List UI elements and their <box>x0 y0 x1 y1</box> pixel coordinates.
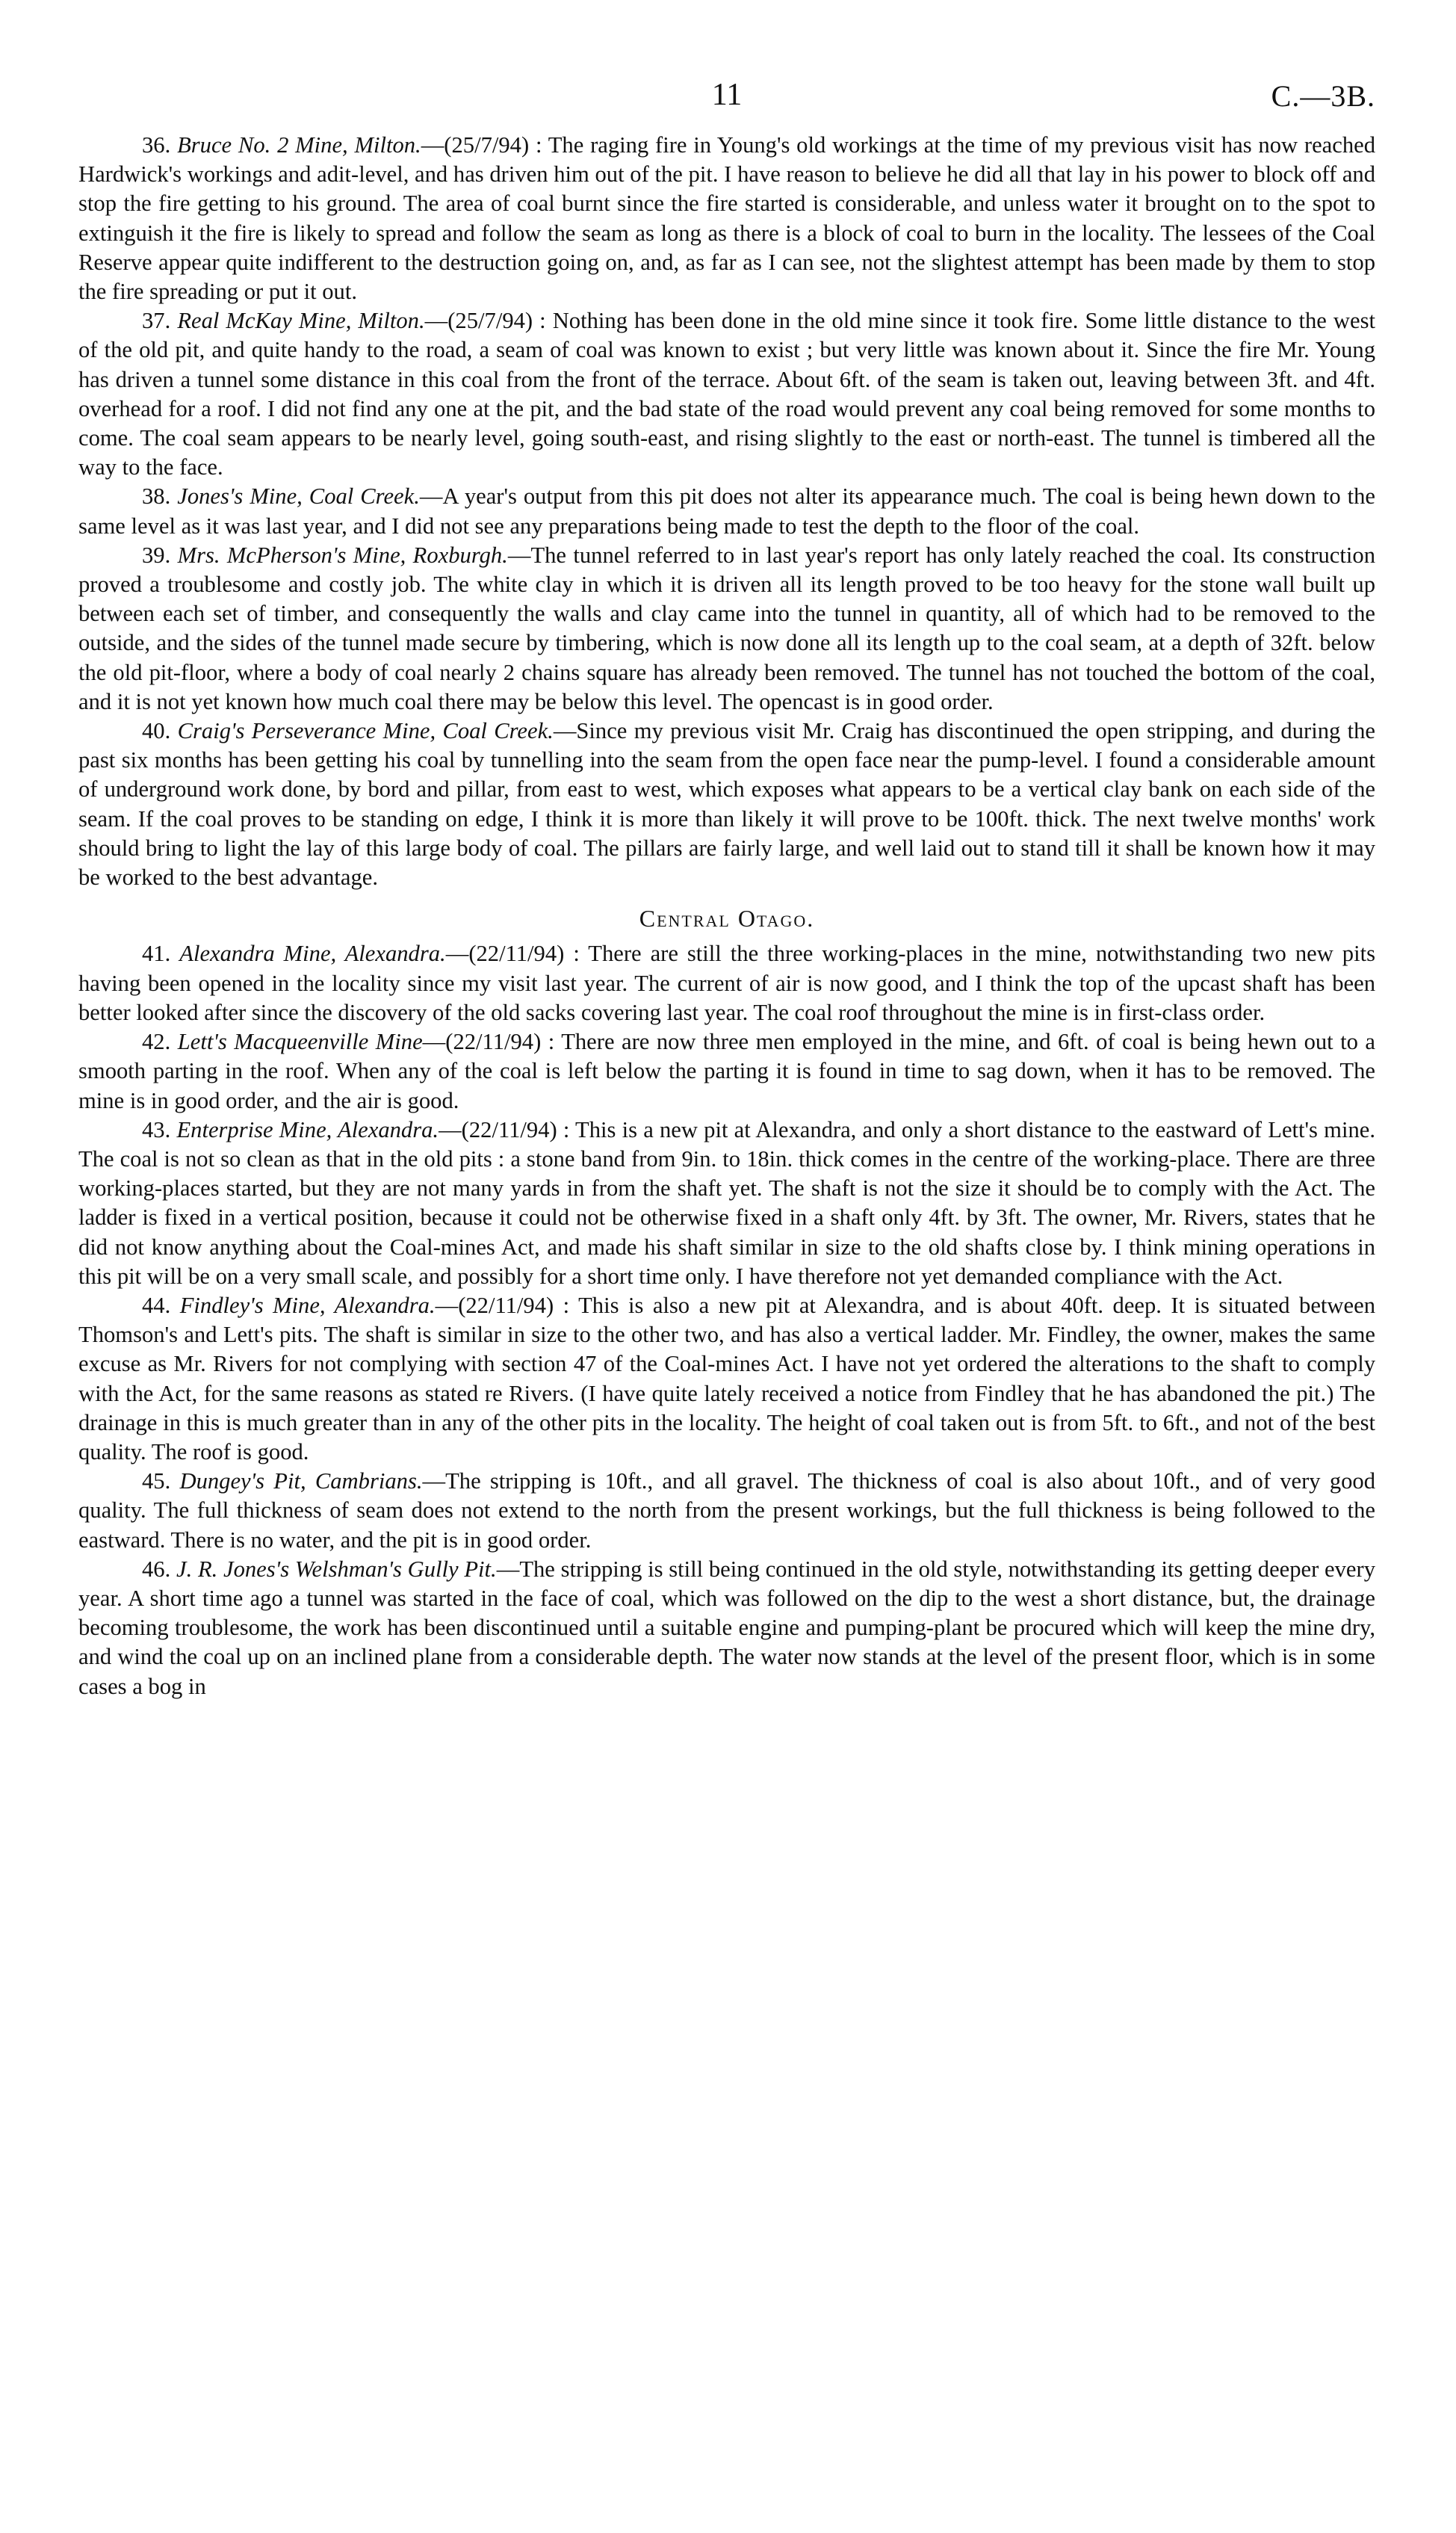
paragraph <box>78 1116 1375 1291</box>
paragraph <box>78 482 1375 540</box>
paragraph <box>78 1027 1375 1116</box>
mine-title: Bruce No. 2 Mine, Milton. <box>177 132 421 158</box>
mine-title: Real McKay Mine, Milton. <box>177 308 425 334</box>
paragraph <box>78 1467 1375 1555</box>
mine-title: Jones's Mine, Coal Creek. <box>177 483 420 510</box>
paragraph-text: —(25/7/94) : The raging fire in Young's old workings at the time of my previous visit has now reached Hardwick's workings and adit-level, and has driven him out of the pit. I have reason to believe he did all that lay in his power to block off and stop the fire getting to his ground. The area of coal burnt since the fire started is considerable, and unless water it brought on to the spot to extinguish it the fire is likely to spread and follow the seam as long as there is a block of coal to burn in the locality. The lessees of the Coal Reserve appear quite indifferent to the destruction going on, and, as far as I can see, not the slightest attempt has been made by them to stop the fire spreading or put it out. <box>78 132 1375 305</box>
paragraph-text: —(22/11/94) : There are still the three working-places in the mine, notwithstanding two new pits having been opened in the locality since my visit last year. The current of air is now good, and I think the top of the upcast shaft has been better looked after since the discovery of the old sacks covering last year. The coal roof throughout the mine is in first-class order. <box>78 941 1376 1025</box>
paragraph <box>78 306 1375 482</box>
paragraph-number: 38. <box>142 483 171 510</box>
paragraph-number: 40. <box>142 718 171 744</box>
mine-title: Findley's Mine, Alexandra. <box>179 1292 436 1318</box>
paragraph-number: 41. <box>142 941 171 967</box>
paragraph-text: —The stripping is still being continued in the old style, notwithstanding its getting deeper every year. A short time ago a tunnel was started in the face of coal, which was followed on the dip to the west a short distance, but, the drainage becoming troublesome, the work has been discontinued until a suitable engine and pumping-plant be procured which will keep the mine dry, and wind the coal up on an inclined plane from a considerable depth. The water now stands at the level of the present floor, which is in some cases a bog in <box>78 1556 1375 1699</box>
paragraph-number: 39. <box>142 542 171 568</box>
paragraph <box>78 1291 1375 1467</box>
paragraph-number: 45. <box>142 1468 171 1494</box>
paragraph <box>78 131 1375 306</box>
mine-title: Craig's Perseverance Mine, Coal Creek. <box>177 718 554 744</box>
mine-title: Dungey's Pit, Cambrians. <box>179 1468 423 1494</box>
body-text <box>78 131 1375 1701</box>
mine-title: Alexandra Mine, Alexandra. <box>179 941 446 967</box>
paragraph-number: 46. <box>142 1556 171 1582</box>
paragraph-text: —(22/11/94) : This is a new pit at Alexandra, and only a short distance to the eastward of Lett's mine. The coal is not so clean as that in the old pits : a stone band from 9in. to 18in. thick comes in the centre of the working-place. There are three working-places started, but they are not many yards in from the shaft yet. The shaft is not the size it should be to comply with the Act. The ladder is fixed in a vertical position, because it could not be otherwise fixed in a shaft only 4ft. by 3ft. The owner, Mr. Rivers, states that he did not know anything about the Coal-mines Act, and made his shaft similar in size to the old shafts close by. I think mining operations in this pit will be on a very small scale, and possibly for a short time only. I have therefore not yet demanded compliance with the Act. <box>78 1116 1375 1289</box>
paragraph-number: 43. <box>142 1116 171 1142</box>
paragraph-number: 42. <box>142 1029 171 1055</box>
paragraphs-group-coal-mines <box>78 131 1375 892</box>
page-header <box>78 71 1375 131</box>
paragraph <box>78 717 1375 892</box>
paragraph <box>78 939 1375 1027</box>
paragraph-text: —(22/11/94) : There are now three men employed in the mine, and 6ft. of coal is being hewn out to a smooth parting in the roof. When any of the coal is left below the parting it is found in time to sag down, when it has to be removed. The mine is in good order, and the air is good. <box>78 1029 1375 1113</box>
paragraph-number: 37. <box>142 308 171 334</box>
paragraph-text: —The tunnel referred to in last year's report has only lately reached the coal. Its construction proved a troublesome and costly job. The white clay in which it is driven all its length proved to be too heavy for the stone wall built up between each set of timber, and consequently the walls and clay came into the tunnel in quantity, all of which had to be removed to the outside, and the sides of the tunnel made secure by timbering, which is now done all its length up to the coal seam, at a depth of 32ft. below the old pit-floor, where a body of coal nearly 2 chains square has already been removed. The tunnel has not touched the bottom of the coal, and it is not yet known how much coal there may be below this level. The opencast is in good order. <box>78 542 1375 714</box>
document-reference: C.—3B. <box>1271 79 1375 113</box>
section-heading: Central Otago. <box>639 905 815 933</box>
paragraph-number: 44. <box>142 1292 171 1318</box>
paragraph-text: —A year's output from this pit does not alter its appearance much. The coal is being hewn down to the same level as it was last year, and I did not see any preparations being made to test the depth to the floor of the coal. <box>78 483 1375 539</box>
paragraph-text: —(25/7/94) : Nothing has been done in the old mine since it took fire. Some little distance to the west of the old pit, and quite handy to the road, a seam of coal was known to exist ; but very little was known about it. Since the fire Mr. Young has driven a tunnel some distance in this coal from the front of the terrace. About 6ft. of the seam is taken out, leaving between 3ft. and 4ft. overhead for a roof. I did not find any one at the pit, and the bad state of the road would prevent any coal being removed for some months to come. The coal seam appears to be nearly level, going south-east, and rising slightly to the east or north-east. The tunnel is timbered all the way to the face. <box>78 308 1376 480</box>
mine-title: J. R. Jones's Welshman's Gully Pit. <box>176 1556 497 1582</box>
paragraph-text: —The stripping is 10ft., and all gravel. The thickness of coal is also about 10ft., and of very good quality. The full thickness of seam does not extend to the north from the present workings, but the full thickness is being followed to the eastward. There is no water, and the pit is in good order. <box>78 1468 1376 1553</box>
paragraph-number: 36. <box>142 132 171 158</box>
paragraphs-group-central-otago <box>78 939 1375 1701</box>
mine-title: Lett's Macqueenville Mine <box>177 1029 423 1055</box>
mine-title: Mrs. McPherson's Mine, Roxburgh. <box>177 542 508 568</box>
page-number: 11 <box>711 78 743 112</box>
paragraph <box>78 1555 1375 1701</box>
paragraph <box>78 541 1375 717</box>
paragraph-text: —(22/11/94) : This is also a new pit at Alexandra, and is about 40ft. deep. It is situated between Thomson's and Lett's pits. The shaft is similar in size to the other two, and has also a vertical ladder. Mr. Findley, the owner, makes the same excuse as Mr. Rivers for not complying with section 47 of the Coal-mines Act. I have not yet ordered the alterations to the shaft to comply with the Act, for the same reasons as stated re Rivers. (I have quite lately received a notice from Findley that he has abandoned the pit.) The drainage in this is much greater than in any of the other pits in the locality. The height of coal taken out is from 5ft. to 6ft., and not of the best quality. The roof is good. <box>78 1292 1375 1465</box>
paragraph-text: —Since my previous visit Mr. Craig has discontinued the open stripping, and during the past six months has been getting his coal by tunnelling into the seam from the open face near the pump-level. I found a considerable amount of underground work done, by bord and pillar, from east to west, which exposes what appears to be a vertical clay bank on each side of the seam. If the coal proves to be standing on edge, I think it is more than likely it will prove to be 100ft. thick. The next twelve months' work should bring to light the lay of this large body of coal. The pillars are fairly large, and well laid out to stand till it shall be known how it may be worked to the best advantage. <box>78 718 1376 891</box>
mine-title: Enterprise Mine, Alexandra. <box>176 1116 439 1142</box>
